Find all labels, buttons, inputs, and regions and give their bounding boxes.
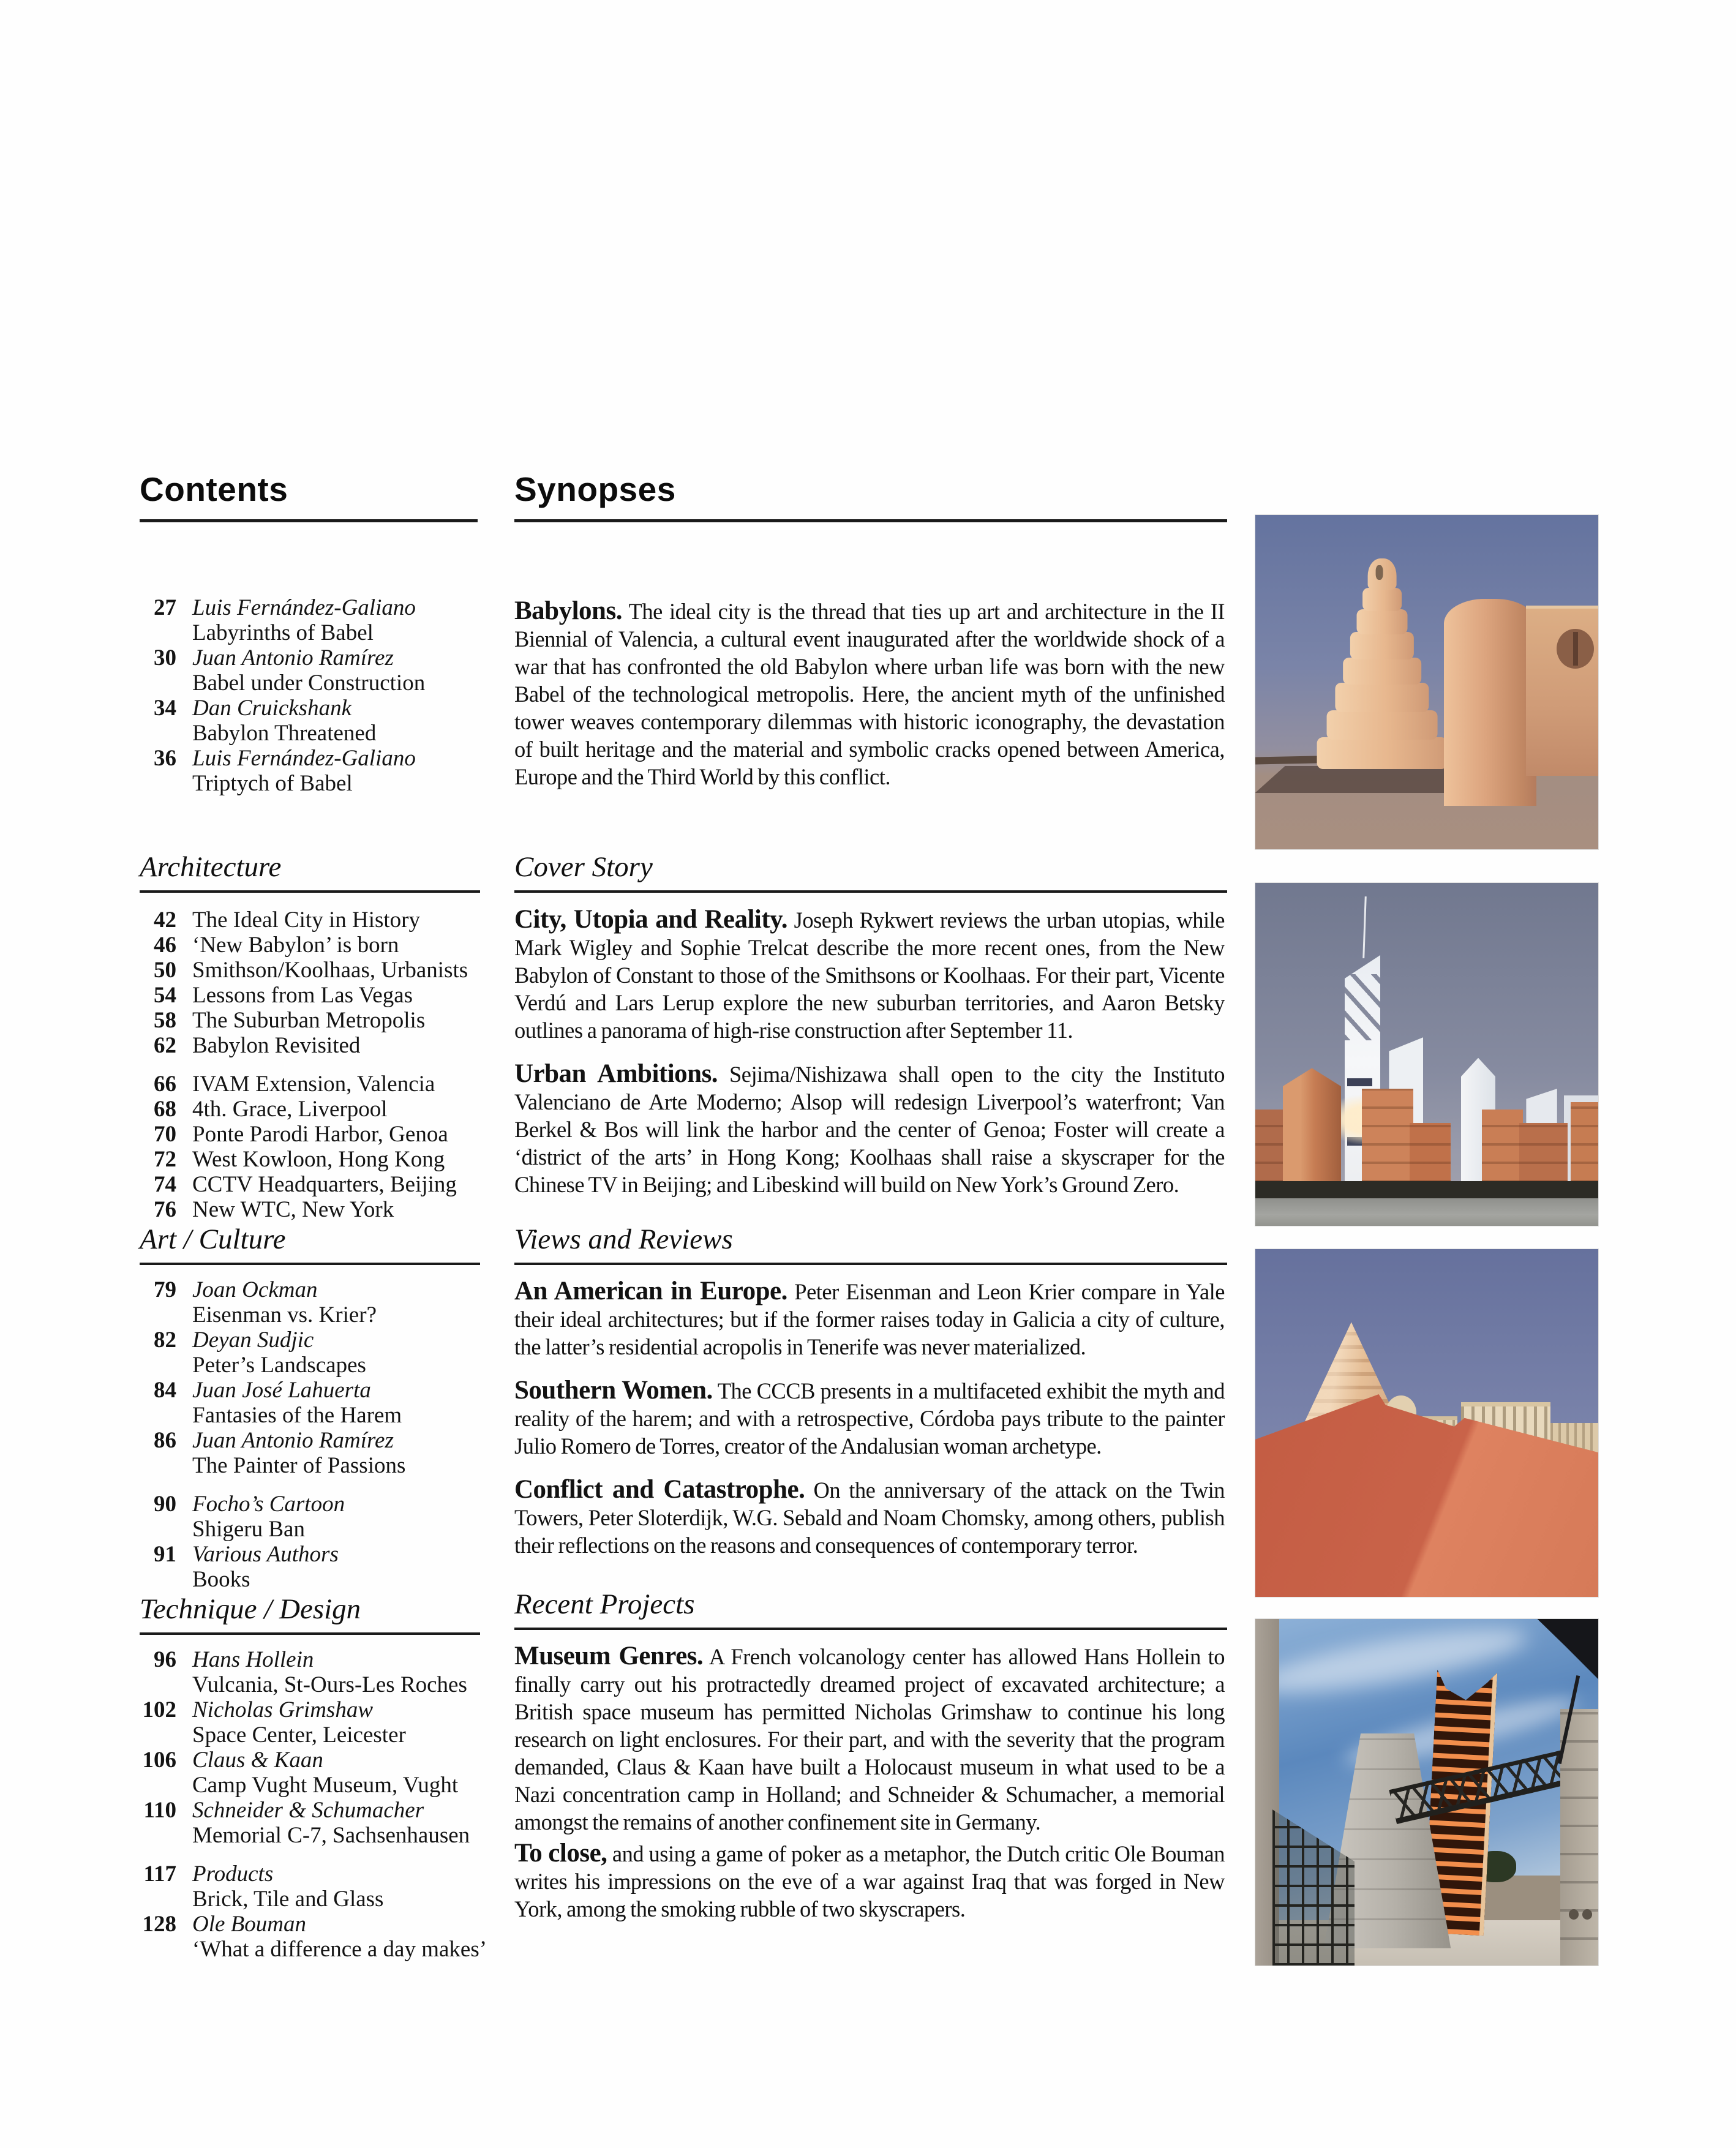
entry-title: Babylon Threatened <box>192 721 377 746</box>
photo-babylon-model-pyramid-red-walls <box>1255 1249 1598 1597</box>
list-item <box>140 1172 505 1197</box>
list-item <box>140 1197 505 1222</box>
synopsis-lead: City, Utopia and Reality. <box>514 906 788 934</box>
section-heading-architecture: Architecture <box>140 851 480 893</box>
entry-title: Memorial C-7, Sachsenhausen <box>192 1823 470 1848</box>
entry-author: Nicholas Grimshaw <box>192 1697 374 1722</box>
entry-author: Luis Fernández-Galiano <box>192 746 416 771</box>
wall-niche-bar-shape <box>1573 632 1579 666</box>
list-item <box>140 1697 505 1748</box>
synopsis-to-close <box>514 1839 1225 1925</box>
porthole-shape <box>1582 1909 1592 1920</box>
page-number: 58 <box>154 1008 176 1033</box>
entry-title: Eisenman vs. Krier? <box>192 1302 377 1327</box>
page-number: 68 <box>154 1097 176 1122</box>
entry-title: 4th. Grace, Liverpool <box>192 1097 388 1122</box>
synopsis-lead: Babylons. <box>514 597 622 625</box>
synopsis-text: Joseph Rykwert reviews the urban utopias, while Mark Wigley and Sophie Trelcat describe the more recent ones, from the New Babylon of Constant to those of the Smithsons or Koolhaas. For their part, Vicente Verdú and Lars Lerup explore the new suburban territories, and Aaron Betsky outlines a panorama of high-rise construction after September 11. <box>514 907 1225 1043</box>
synopsis-lead: To close, <box>514 1839 607 1868</box>
page-number: 84 <box>154 1378 176 1403</box>
minaret-top-shape <box>1368 558 1397 590</box>
contents-front-list <box>140 595 505 796</box>
minaret-tier-shape <box>1327 710 1438 740</box>
section-heading-technique-design: Technique / Design <box>140 1593 480 1635</box>
page-number: 128 <box>142 1912 176 1937</box>
page-number: 27 <box>154 595 176 620</box>
synopsis-text: The ideal city is the thread that ties up art and architecture in the II Biennial of Valencia, a cultural event inaugurated after the worldwide shock of a war that has confronted the old Babylon where urban life was born with the new Babel of the technological metropolis. Here, the ancient myth of the unfinished tower weaves contemporary dilemmas with historic iconography, the devastation of built heritage and the material and symbolic cracks opened between America, Europe and the Third World by this conflict. <box>514 599 1225 789</box>
entry-author: Luis Fernández-Galiano <box>192 595 416 620</box>
entry-title: Fantasies of the Harem <box>192 1403 402 1428</box>
synopsis-southern-women <box>514 1376 1225 1462</box>
entry-title: Space Center, Leicester <box>192 1722 406 1748</box>
entry-author: Focho’s Cartoon <box>192 1492 345 1517</box>
synopsis-lead: Urban Ambitions. <box>514 1060 718 1088</box>
entry-author: Dan Cruickshank <box>192 696 351 721</box>
list-item <box>140 1861 505 1912</box>
list-item <box>140 958 505 983</box>
list-item <box>140 696 505 746</box>
section-heading-art-culture: Art / Culture <box>140 1223 480 1265</box>
photo-volcanology-cones-truss-bridge <box>1255 1619 1598 1966</box>
page-number: 74 <box>154 1172 176 1197</box>
list-item <box>140 933 505 958</box>
list-item <box>140 1277 505 1327</box>
list-item <box>140 1647 505 1697</box>
page-number: 30 <box>154 645 176 670</box>
page-number: 66 <box>154 1072 176 1097</box>
list-item <box>140 1097 505 1122</box>
page-number: 50 <box>154 958 176 983</box>
page-number: 34 <box>154 696 176 721</box>
page-number: 70 <box>154 1122 176 1147</box>
entry-title: IVAM Extension, Valencia <box>192 1072 435 1097</box>
page-number: 86 <box>154 1428 176 1453</box>
fortress-wall-shape <box>1526 606 1598 776</box>
page-number: 90 <box>154 1492 176 1517</box>
list-item <box>140 1492 505 1542</box>
list-item <box>140 746 505 796</box>
entry-title: New WTC, New York <box>192 1197 394 1222</box>
entry-title: ‘What a difference a day makes’ <box>192 1937 487 1962</box>
synopsis-text: The CCCB presents in a multifaceted exhibit the myth and reality of the harem; and with a retrospective, Córdoba pays tribute to the painter Julio Romero de Torres, creator of the Andalusian woman archetype. <box>514 1378 1225 1459</box>
list-item <box>140 1542 505 1592</box>
minaret-tier-shape <box>1357 609 1408 634</box>
section-heading-recent-projects: Recent Projects <box>514 1588 1227 1630</box>
entry-author: Juan Antonio Ramírez <box>192 645 394 670</box>
page-number: 42 <box>154 907 176 933</box>
synopsis-urban-ambitions <box>514 1060 1225 1201</box>
synopsis-text: Peter Eisenman and Leon Krier compare in Yale their ideal architectures; but if the former raises today in Galicia a city of culture, the latter’s residential acropolis in Tenerife was never materialized. <box>514 1279 1225 1359</box>
synopsis-text: and using a game of poker as a metaphor, the Dutch critic Ole Bouman writes his impressions on the eve of a war against Iraq that was forged in New York, among the smoking rubble of two skyscrapers. <box>514 1841 1225 1921</box>
list-item <box>140 1327 505 1378</box>
synopsis-american-in-europe <box>514 1277 1225 1363</box>
list-item <box>140 1033 505 1058</box>
list-item <box>140 1008 505 1033</box>
synopsis-babylons <box>514 597 1225 793</box>
page-number: 46 <box>154 933 176 958</box>
page-number: 36 <box>154 746 176 771</box>
page-number: 106 <box>142 1748 176 1773</box>
entry-title: Smithson/Koolhaas, Urbanists <box>192 958 468 983</box>
list-item <box>140 1428 505 1478</box>
synopses-heading: Synopses <box>514 470 1227 522</box>
page-number: 102 <box>142 1697 176 1722</box>
list-item <box>140 1798 505 1848</box>
entry-author: Products <box>192 1861 274 1887</box>
photo-spiral-minaret-of-samarra <box>1255 515 1598 849</box>
section-heading-cover-story: Cover Story <box>514 851 1227 893</box>
entry-title: ‘New Babylon’ is born <box>192 933 399 958</box>
entry-title: Camp Vught Museum, Vught <box>192 1773 459 1798</box>
synopsis-conflict-catastrophe <box>514 1476 1225 1561</box>
list-item <box>140 1912 505 1962</box>
entry-title: Labyrinths of Babel <box>192 620 374 645</box>
synopsis-lead: An American in Europe. <box>514 1277 787 1305</box>
entry-author: Deyan Sudjic <box>192 1327 314 1353</box>
entry-title: The Painter of Passions <box>192 1453 406 1478</box>
page-number: 72 <box>154 1147 176 1172</box>
entry-title: Shigeru Ban <box>192 1517 305 1542</box>
entry-author: Ole Bouman <box>192 1912 306 1937</box>
entry-author: Juan Antonio Ramírez <box>192 1428 394 1453</box>
page-number: 54 <box>154 983 176 1008</box>
page-number: 117 <box>143 1861 176 1887</box>
minaret-tier-shape <box>1343 658 1421 685</box>
entry-author: Schneider & Schumacher <box>192 1798 424 1823</box>
entry-title: Babylon Revisited <box>192 1033 361 1058</box>
list-item <box>140 645 505 696</box>
minaret-tier-shape <box>1336 683 1429 712</box>
minaret-tier-shape <box>1362 588 1402 611</box>
entry-title: Vulcania, St-Ours-Les Roches <box>192 1672 467 1697</box>
contents-heading: Contents <box>140 470 478 522</box>
bastion-tower-shape <box>1444 599 1536 806</box>
synopsis-lead: Conflict and Catastrophe. <box>514 1476 805 1504</box>
contents-architecture-list <box>140 907 505 1222</box>
spiral-minaret-shape <box>1317 558 1448 769</box>
tower-band-shape <box>1347 1078 1372 1087</box>
entry-author: Hans Hollein <box>192 1647 314 1672</box>
minaret-top-notch-shape <box>1376 565 1383 579</box>
brick-building-shape <box>1283 1068 1341 1198</box>
synopsis-text: On the anniversary of the attack on the Twin Towers, Peter Sloterdijk, W.G. Sebald and Noam Chomsky, among others, publish their reflections on the reasons and consequences of contemporary terror. <box>514 1478 1225 1558</box>
entry-author: Joan Ockman <box>192 1277 318 1302</box>
wall-niche-shape <box>1557 629 1594 669</box>
list-item <box>140 983 505 1008</box>
entry-title: The Suburban Metropolis <box>192 1008 426 1033</box>
porthole-shape <box>1569 1909 1579 1920</box>
photo-new-york-skyline-crystal-towers <box>1255 883 1598 1226</box>
list-item <box>140 1122 505 1147</box>
entry-title: Triptych of Babel <box>192 771 353 796</box>
page-number: 62 <box>154 1033 176 1058</box>
waterfront-shape <box>1255 1198 1598 1226</box>
page-number: 79 <box>154 1277 176 1302</box>
list-item <box>140 595 505 645</box>
entry-author: Juan José Lahuerta <box>192 1378 371 1403</box>
list-item <box>140 1378 505 1428</box>
entry-title: Brick, Tile and Glass <box>192 1887 384 1912</box>
entry-title: West Kowloon, Hong Kong <box>192 1147 445 1172</box>
entry-title: CCTV Headquarters, Beijing <box>192 1172 457 1197</box>
contents-art-culture-list <box>140 1277 505 1592</box>
entry-title: The Ideal City in History <box>192 907 420 933</box>
synopsis-lead: Southern Women. <box>514 1376 713 1405</box>
synopsis-text: A French volcanology center has allowed Hans Hollein to finally carry out his protractedly dreamed project of excavated architecture; a British space museum has permitted Nicholas Grimshaw to continue his long research on light enclosures. For their part, and with the severity that the program demanded, Claus & Kaan have built a Holocaust museum in what used to be a Nazi concentration camp in Holland; and Schneider & Schumacher, a memorial amongst the remains of another confinement site in Germany. <box>514 1644 1225 1834</box>
tower-lattice-shape <box>1345 974 1381 1040</box>
synopsis-lead: Museum Genres. <box>514 1642 704 1670</box>
synopsis-text: Sejima/Nishizawa shall open to the city the Instituto Valenciano de Arte Moderno; Alsop will redesign Liverpool’s waterfront; Van Berkel & Bos will link the harbor and the center of Genoa; Foster will create a ‘district of the arts’ in Hong Kong; Koolhaas shall raise a skyscraper for the Chinese TV in Beijing; and Libeskind will build on New York’s Ground Zero. <box>514 1062 1225 1197</box>
minaret-tier-shape <box>1350 632 1414 659</box>
list-item <box>140 1072 505 1097</box>
minaret-tier-shape <box>1317 737 1448 769</box>
list-item <box>140 1147 505 1172</box>
page-number: 91 <box>154 1542 176 1567</box>
list-item <box>140 1748 505 1798</box>
contents-technique-list <box>140 1647 505 1962</box>
synopsis-city-utopia-reality <box>514 906 1225 1046</box>
entry-title: Babel under Construction <box>192 670 426 696</box>
page-number: 110 <box>143 1798 176 1823</box>
stone-building-shape <box>1560 1709 1598 1966</box>
entry-title: Lessons from Las Vegas <box>192 983 413 1008</box>
entry-author: Various Authors <box>192 1542 339 1567</box>
section-heading-views-reviews: Views and Reviews <box>514 1223 1227 1265</box>
entry-title: Books <box>192 1567 250 1592</box>
entry-author: Claus & Kaan <box>192 1748 323 1773</box>
page-number: 96 <box>154 1647 176 1672</box>
page-number: 76 <box>154 1197 176 1222</box>
list-item <box>140 907 505 933</box>
page-number: 82 <box>154 1327 176 1353</box>
entry-title: Peter’s Landscapes <box>192 1353 366 1378</box>
entry-title: Ponte Parodi Harbor, Genoa <box>192 1122 448 1147</box>
synopsis-museum-genres <box>514 1642 1225 1838</box>
